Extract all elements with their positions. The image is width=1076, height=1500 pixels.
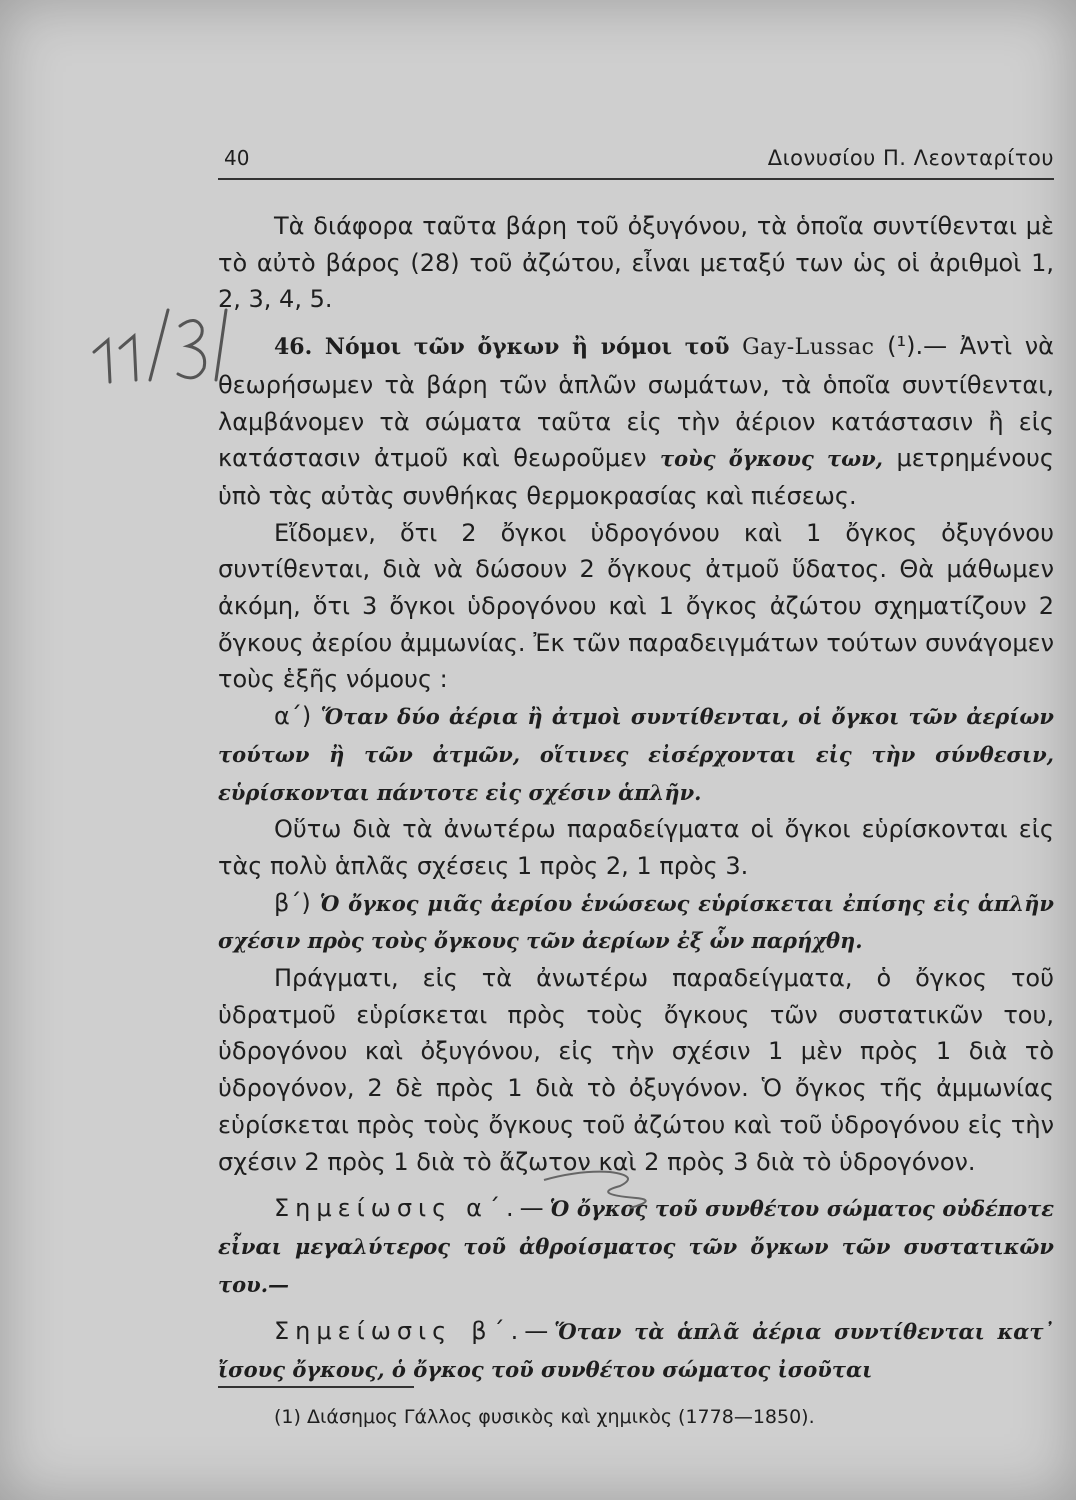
section-46-text-end: μετρημένους ὑπὸ τὰς αὐτὰς συνθήκας θερμοκρασίας καὶ πιέσεως. <box>218 444 1054 510</box>
law-a-label: α΄) <box>274 702 312 731</box>
paragraph-ratios: Οὕτω διὰ τὰ ἀνωτέρω παραδείγματα οἱ ὄγκοι εὑρίσκονται εἰς τὰς πολὺ ἁπλᾶς σχέσεις 1 πρὸς 2, 1 πρὸς 3. <box>218 815 1054 880</box>
note-b-text: Ὅταν τὰ ἁπλᾶ ἀέρια συντίθενται κατ᾽ ἴσους ὄγκους, ὁ ὄγκος τοῦ συνθέτου σώματος ἰσοῦται <box>218 1319 1054 1383</box>
section-46 <box>218 328 1054 515</box>
paragraph-oxygen-weights: Τὰ διάφορα ταῦτα βάρη τοῦ ὀξυγόνου, τὰ ὁποῖα συντίθενται μὲ τὸ αὐτὸ βάρος (28) τοῦ ἀζώτου, εἶναι μεταξύ των ὡς οἱ ἀριθμοὶ 1, 2, 3, 4, 5. <box>218 212 1054 314</box>
section-heading: 46. Νόμοι τῶν ὄγκων ἢ νόμοι τοῦ <box>274 334 730 361</box>
law-a-text: Ὅταν δύο ἀέρια ἢ ἀτμοὶ συντίθενται, οἱ ὄγκοι τῶν ἀερίων τούτων ἢ τῶν ἀτμῶν, οἵτινες εἰσέρχονται εἰς τὴν σύνθεσιν, εὑρίσκονται πάντοτε εἰς σχέσιν ἁπλῆν. <box>218 704 1054 805</box>
running-head: Διονυσίου Π. Λεονταρίτου <box>767 146 1054 170</box>
law-b <box>218 885 1054 960</box>
page-header <box>218 138 1054 180</box>
page-number: 40 <box>224 146 250 170</box>
law-a <box>218 698 1054 811</box>
gay-lussac-name: Gay-Lussac <box>742 335 875 361</box>
emphasis-volumes: τοὺς ὄγκους των, <box>660 446 883 472</box>
law-b-label: β΄) <box>274 888 311 917</box>
footnote: (1) Διάσημος Γάλλος φυσικὸς καὶ χημικὸς (1778—1850). <box>274 1406 815 1428</box>
footnote-rule <box>218 1386 414 1388</box>
footnote-ref: (¹).— Ἀντὶ <box>887 332 1013 361</box>
note-a-label: Σημείωσις α΄.— <box>274 1194 550 1223</box>
note-b <box>218 1313 1054 1388</box>
paragraph-explanation: Πράγματι, εἰς τὰ ἀνωτέρω παραδείγματα, ὁ ὄγκος τοῦ ὑδρατμοῦ εὑρίσκεται πρὸς τοὺς ὄγκους τῶν συστατικῶν του, ὑδρογόνου καὶ ὀξυγόνου, εἰς τὴν σχέσιν 1 μὲν πρὸς 1 διὰ τὸ ὑδρογόνον, 2 δὲ πρὸς 1 διὰ τὸ ὀξυγόνον. Ὁ ὄγκος τῆς ἀμμωνίας εὑρίσκεται πρὸς τοὺς ὄγκους τοῦ ἀζώτου καὶ τοῦ ὑδρογόνου εἰς τὴν σχέσιν 2 πρὸς 1 διὰ τὸ ἄζωτον καὶ 2 πρὸς 3 διὰ τὸ ὑδρογόνον. <box>218 964 1054 1176</box>
note-a-text: Ὁ ὄγκος τοῦ συνθέτου σώματος οὐδέποτε εἶναι μεγαλύτερος τοῦ ἀθροίσματος τῶν ὄγκων τῶν συστατικῶν του.— <box>218 1196 1054 1297</box>
law-b-text: Ὁ ὄγκος μιᾶς ἀερίου ἑνώσεως εὑρίσκεται ἐπίσης εἰς ἁπλῆν σχέσιν πρὸς τοὺς ὄγκους τῶν ἀερίων ἐξ ὧν παρήχθη. <box>218 890 1054 954</box>
pencil-squiggle-mark <box>540 1150 670 1210</box>
section-46-text: νὰ θεωρήσωμεν τὰ βάρη τῶν ἁπλῶν σωμάτων, τὰ ὁποῖα συντίθενται, λαμβάνομεν τὰ σώματα ταῦτα εἰς τὴν ἀέριον κατάστασιν ἢ εἰς κατάστασιν ἀτμοῦ καὶ θεωροῦμεν <box>218 332 1054 473</box>
page-body <box>218 208 1054 1389</box>
note-b-label: Σημείωσις β΄.— <box>274 1317 555 1346</box>
paragraph-examples: Εἴδομεν, ὅτι 2 ὄγκοι ὑδρογόνου καὶ 1 ὄγκος ὀξυγόνου συντίθενται, διὰ νὰ δώσουν 2 ὄγκους ἀτμοῦ ὕδατος. Θὰ μάθωμεν ἀκόμη, ὅτι 3 ὄγκοι ὑδρογόνου καὶ 1 ὄγκος ἀζώτου σχηματίζουν 2 ὄγκους ἀερίου ἀμμωνίας. Ἐκ τῶν παραδειγμάτων τούτων συνάγομεν τοὺς ἑξῆς νόμους : <box>218 518 1054 694</box>
